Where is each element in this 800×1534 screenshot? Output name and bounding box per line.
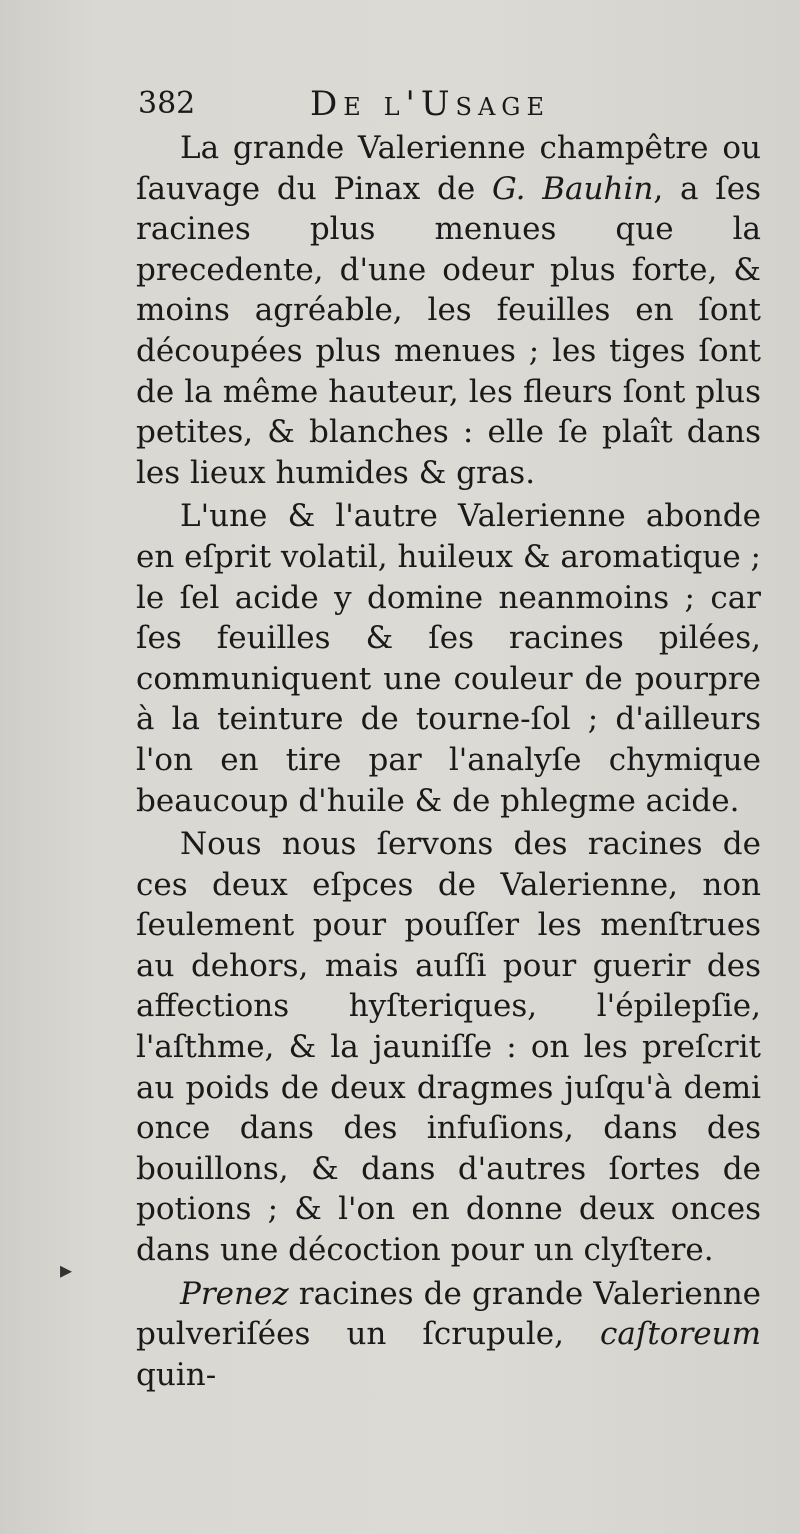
running-title: De l'Usage [310, 84, 550, 124]
margin-marker: ▸ [60, 1256, 73, 1284]
paragraph-1-text-a: La grande Valerienne champêtre ou ſauvage du Pinax de [136, 130, 761, 207]
paragraph-4-castoreum: caſtoreum [600, 1316, 761, 1353]
paragraph-1 [136, 128, 761, 493]
paragraph-4-text-b: quin- [136, 1356, 217, 1393]
page-header [138, 80, 758, 130]
page-number: 382 [138, 86, 196, 121]
body-text [136, 128, 761, 1395]
paragraph-4-text-a: racines de grande Valerienne pulveriſées un ſcrupule, [136, 1275, 761, 1353]
paragraph-1-text-b: , a ſes racines plus menues que la precedente, d'une odeur plus forte, & moins agréable, les feuilles en ſont découpées plus menues ; les tiges ſont de la même hauteur, les fleurs ſont plus petites, & blanches : elle ſe plaît dans les lieux humides & gras. [136, 170, 761, 491]
paragraph-2: L'une & l'autre Valerienne abonde en eſprit volatil, huileux & aromatique ; le ſel acide y domine neanmoins ; car ſes feuilles & ſes racines pilées, communiquent une couleur de pourpre à la teinture de tourne-ſol ; d'ailleurs l'on en tire par l'analyſe chymique beaucoup d'huile & de phlegme acide. [136, 498, 761, 819]
paragraph-4-prenez: Prenez [180, 1275, 289, 1312]
paragraph-3: Nous nous ſervons des racines de ces deux eſpces de Valerienne, non ſeulement pour pouſſer les menſtrues au dehors, mais auſſi pour guerir des affections hyſteriques, l'épilepſie, l'aſthme, & la jauniſſe : on les preſcrit au poids de deux dragmes juſqu'à demi once dans des infuſions, dans des bouillons, & dans d'autres ſortes de potions ; & l'on en donne deux onces dans une décoction pour un clyſtere. [136, 826, 761, 1269]
paragraph-4 [136, 1274, 761, 1396]
paragraph-1-author: G. Bauhin [491, 170, 654, 207]
